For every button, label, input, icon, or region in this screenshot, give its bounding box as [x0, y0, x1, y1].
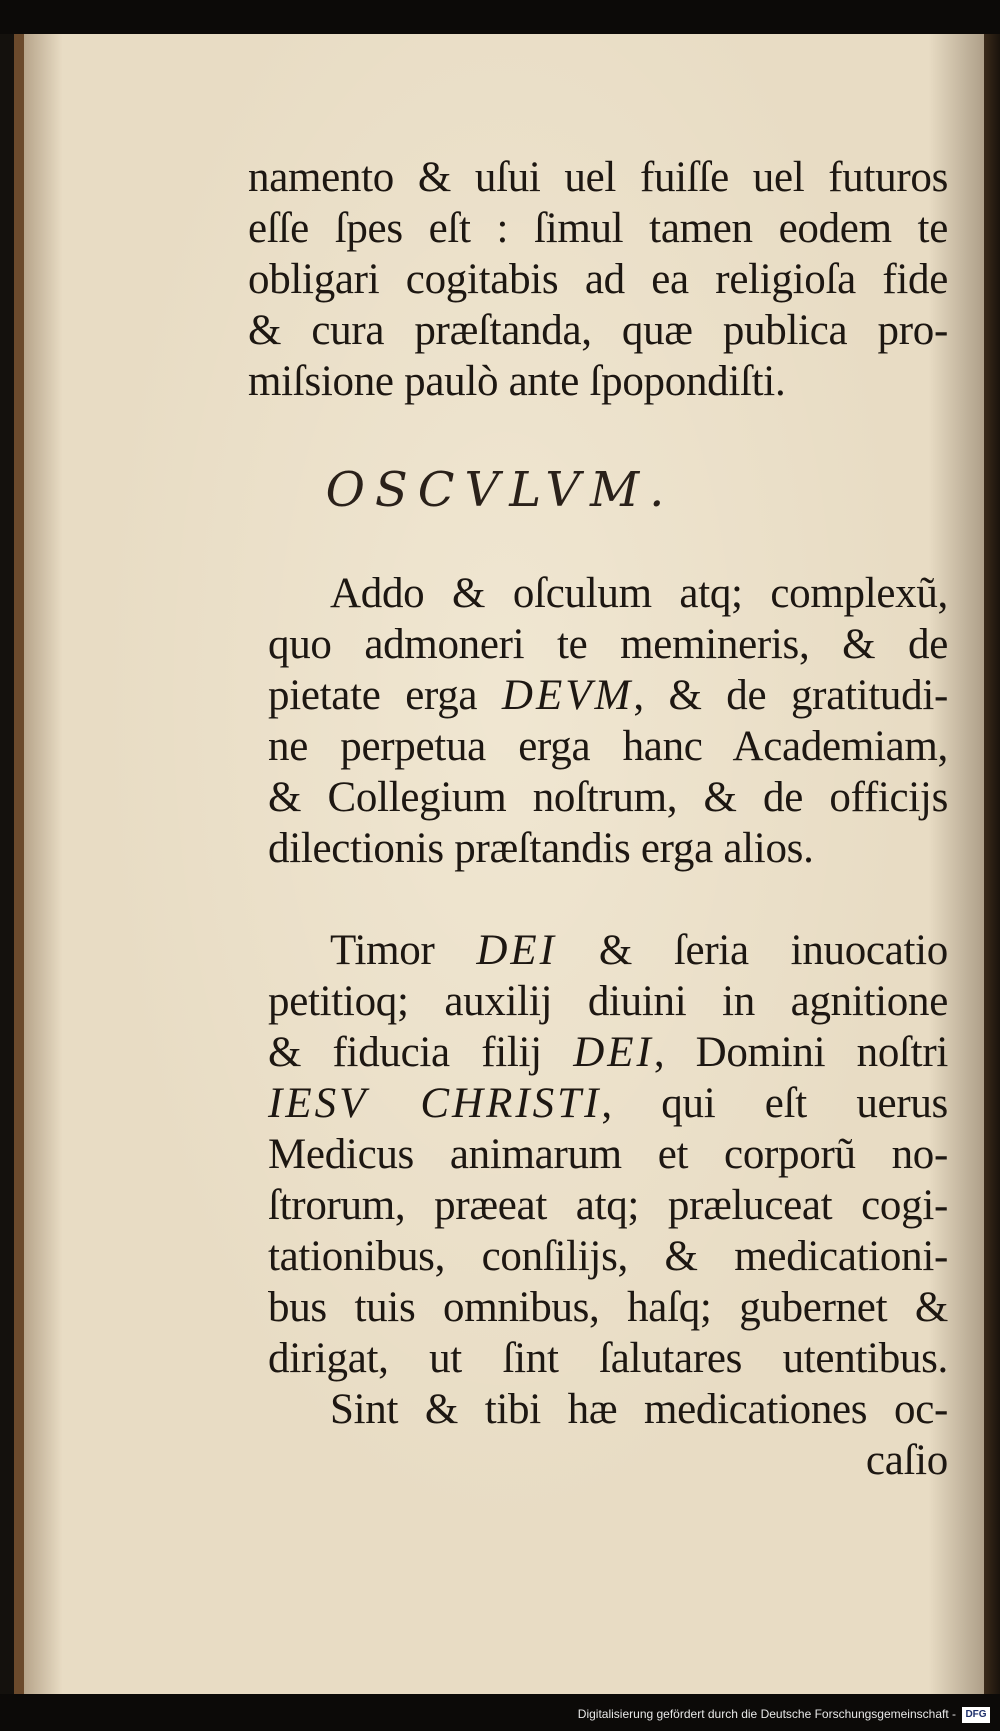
iesv-christi-caps: IESV CHRISTI — [268, 1080, 602, 1127]
text-line: eſſe ſpes eſt : ſimul tamen eodem te — [248, 205, 948, 252]
text-line: bus tuis omnibus, haſq; gubernet & — [268, 1284, 948, 1331]
text-line: tationibus, conſilijs, & medicationi- — [268, 1233, 948, 1280]
paragraph-1 — [248, 152, 948, 407]
paragraph-2 — [268, 568, 948, 874]
dei-caps: DEI — [573, 1029, 654, 1076]
text-line — [268, 670, 948, 721]
scan-top-edge — [0, 0, 1000, 34]
text-line: petitioq; auxilij diuini in agnitione — [268, 978, 948, 1025]
text-fragment: , qui eſt uerus — [601, 1080, 948, 1127]
text-line: & Collegium noſtrum, & de officijs — [268, 774, 948, 821]
deum-caps: DEVM — [501, 672, 634, 719]
text-line — [268, 1078, 948, 1129]
catchword: caſio — [865, 1437, 948, 1484]
text-line: & cura præſtanda, quæ publica pro- — [248, 307, 948, 354]
text-line: miſsione paulò ante ſpopondiſti. — [248, 358, 786, 405]
text-line: Medicus animarum et corporũ no- — [268, 1131, 948, 1178]
text-line: dilectionis præſtandis erga alios. — [268, 825, 814, 872]
digitization-credit: Digitalisierung gefördert durch die Deutsche Forschungsgemeinschaft - — [577, 1707, 956, 1721]
text-line — [268, 925, 948, 976]
text-fragment: Timor — [330, 927, 477, 974]
dei-caps: DEI — [476, 927, 557, 974]
paragraph-3 — [268, 925, 948, 1486]
text-line: ſtrorum, præeat atq; præluceat cogi- — [268, 1182, 948, 1229]
text-line — [268, 1027, 948, 1078]
text-line: Sint & tibi hæ medicationes oc- — [330, 1386, 948, 1433]
text-line: quo admoneri te memineris, & de — [268, 621, 948, 668]
dfg-logo: DFG — [962, 1707, 990, 1723]
text-fragment: & fiducia filij — [268, 1029, 574, 1076]
section-heading: OSCVLVM. — [325, 462, 675, 518]
scan-right-edge — [984, 34, 1000, 1694]
text-fragment: & ſeria inuocatio — [557, 927, 948, 974]
text-fragment: , & de gratitudi- — [633, 672, 948, 719]
text-line: dirigat, ut ſint ſalutares utentibus. — [268, 1335, 948, 1382]
text-line: obligari cogitabis ad ea religioſa fide — [248, 256, 948, 303]
text-line: ne perpetua erga hanc Academiam, — [268, 723, 948, 770]
text-line: Addo & oſculum atq; complexũ, — [330, 570, 948, 617]
text-fragment: pietate erga — [268, 672, 502, 719]
text-fragment: , Domini noſtri — [653, 1029, 948, 1076]
text-line: namento & uſui uel fuiſſe uel futuros — [248, 154, 948, 201]
